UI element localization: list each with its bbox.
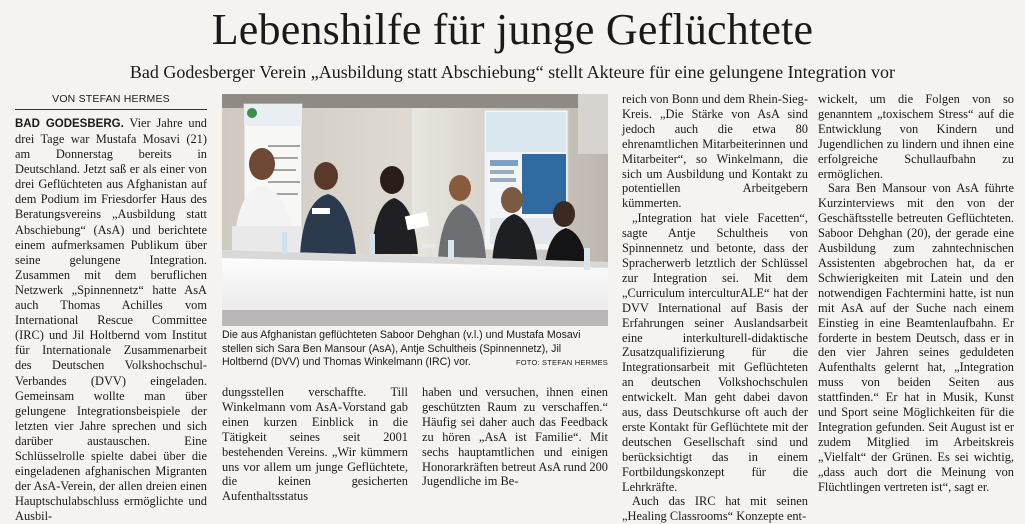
panel-discussion-photo — [222, 94, 608, 326]
article-column-3 — [422, 385, 608, 489]
photo-credit: FOTO: STEFAN HERMES — [515, 358, 608, 367]
column-3-text: haben und versuchen, ihnen einen geschützten Raum zu verschaffen.“ Häufig sei daher auch das Feedback zu hören „AsA ist Familie“. Mit sechs hauptamtlichen und einigen Honorarkräften betreut AsA rund 200 Jugendliche im Be- — [422, 385, 608, 489]
headline: Lebenshilfe für junge Geflüchtete — [211, 5, 814, 54]
photo-caption — [222, 329, 608, 370]
column-4-paragraph-3: Auch das IRC hat mit seinen „Healing Classrooms“ Konzepte ent- — [622, 494, 808, 524]
column-2-text: dungsstellen verschaffte. Till Winkelmann vom AsA-Vorstand gab einen kurzen Einblick in die Tätigkeit seines seit 2001 bestehenden Vereins. „Wir kümmern uns vor allem um junge Geflüchtete, die keinen gesicherten Aufenthaltsstatus — [222, 385, 408, 504]
article-column-4 — [622, 92, 808, 524]
dateline: BAD GODESBERG. — [15, 117, 124, 130]
column-5-paragraph-1: wickelt, um die Folgen von so genanntem „toxischem Stress“ auf die Entwicklung von Kindern und Jugendlichen zu lindern und ihnen eine erfolgreiche Schullaufbahn zu ermöglichen. — [818, 92, 1014, 181]
column-5-paragraph-2: Sara Ben Mansour von AsA führte Kurzinterviews mit den von der Geschäftsstelle betreuten Geflüchteten. Saboor Dehghan (20), der gerade eine Ausbildung zum zahntechnischen Assistenten abgebrochen hat, da er Schwierigkeiten mit Latein und den notwendigen Fachtermini hatte, ist nun mit AsA auf der Suche nach einem Einstieg in eine Beamtenlaufbahn. Er forderte in bestem Deutsch, dass er in den vier Jahren seines geduldeten Aufenthalts gelernt hat, „Integration muss von beiden Seiten aus stattfinden.“ Er hat in Musik, Kunst und Sport seine Möglichkeiten für die Integration gefunden. Seit August ist er zudem Mitglied im Arbeitskreis „Vielfalt“ der Grünen. Es sei wichtig, „dass auch dort die Meinung von Flüchtlingen vertreten ist“, sagt er. — [818, 181, 1014, 494]
column-4-paragraph-1: reich von Bonn und dem Rhein-Sieg-Kreis. „Die Stärke von AsA sind jedoch auch die etwa 80 ehrenamtlichen Mitarbeiterinnen und Mitarbeiter“, so Winkelmann, die sich um Ausbildung und Kontakt zu potentiellen Arbeitgebern kümmerten. — [622, 92, 808, 211]
article-photo — [222, 94, 608, 326]
article-column-5 — [818, 92, 1014, 494]
byline: VON STEFAN HERMES — [15, 92, 207, 110]
column-1-body: Vier Jahre und drei Tage war Mustafa Mosavi (21) am Donnerstag bereits in Deutschland. Jetzt saß er als einer von drei Geflüchteten aus Afghanistan auf dem Podium im Friesdorfer Haus des Beratungsvereins „Ausbildung statt Abschiebung“ (AsA) und berichtete einem aufmerksamen Publikum über seine gelungene Integration. Zusammen mit dem beruflichen Netzwerk „Spinnennetz“ hatte AsA auch Thomas Achilles vom International Rescue Committee (IRC) und Jil Holtbernd vom Institut für Internationale Zusammenarbeit des Deutschen Volkshochschul-Verbandes (DVV) eingeladen. Gemeinsam wollte man über gelungene Integrationsbeispiele der letzten vier Jahre sprechen und sich darüber austauschen. Eine Schlüsselrolle spielte dabei über die eingeladenen afghanischen Migranten der AsA-Verein, der allen dreien einen Hauptschulabschluss ermöglichte und Ausbil- — [15, 115, 207, 524]
subheadline: Bad Godesberger Verein „Ausbildung statt Abschiebung“ stellt Akteure für eine gelungene Integration vor — [129, 62, 896, 82]
article-column-1 — [15, 92, 207, 524]
caption-text: Die aus Afghanistan geflüchteten Saboor Dehghan (v.l.) und Mustafa Mosavi stellen sich Sara Ben Mansour (AsA), Antje Schultheis (Spinnennetz), Jil Holtbernd (DVV) und Thomas Winkelmann (IRC) vor. — [222, 329, 581, 368]
article-column-2 — [222, 385, 408, 504]
column-1-text — [15, 116, 207, 524]
column-4-paragraph-2: „Integration hat viele Facetten“, sagte Antje Schultheis von Spinnennetz und betonte, dass der Spracherwerb letztlich der Schlüssel zur Integration sei. Mit dem „Curriculum interculturALE“ hat der DVV International auf Basis der Erfahrungen seiner Auslandsarbeit eine interkulturell-didaktische Zusatzqualifizierung für die Integrationsarbeit mit Geflüchteten an deutschen Volkshochschulen entwickelt. Man geht dabei davon aus, dass Deutschkurse oft auch der erste Kontakt für Geflüchtete mit der deutschen Gesellschaft sind und berücksichtigt das in einem Fortbildungskonzept für die Lehrkräfte. — [622, 211, 808, 494]
